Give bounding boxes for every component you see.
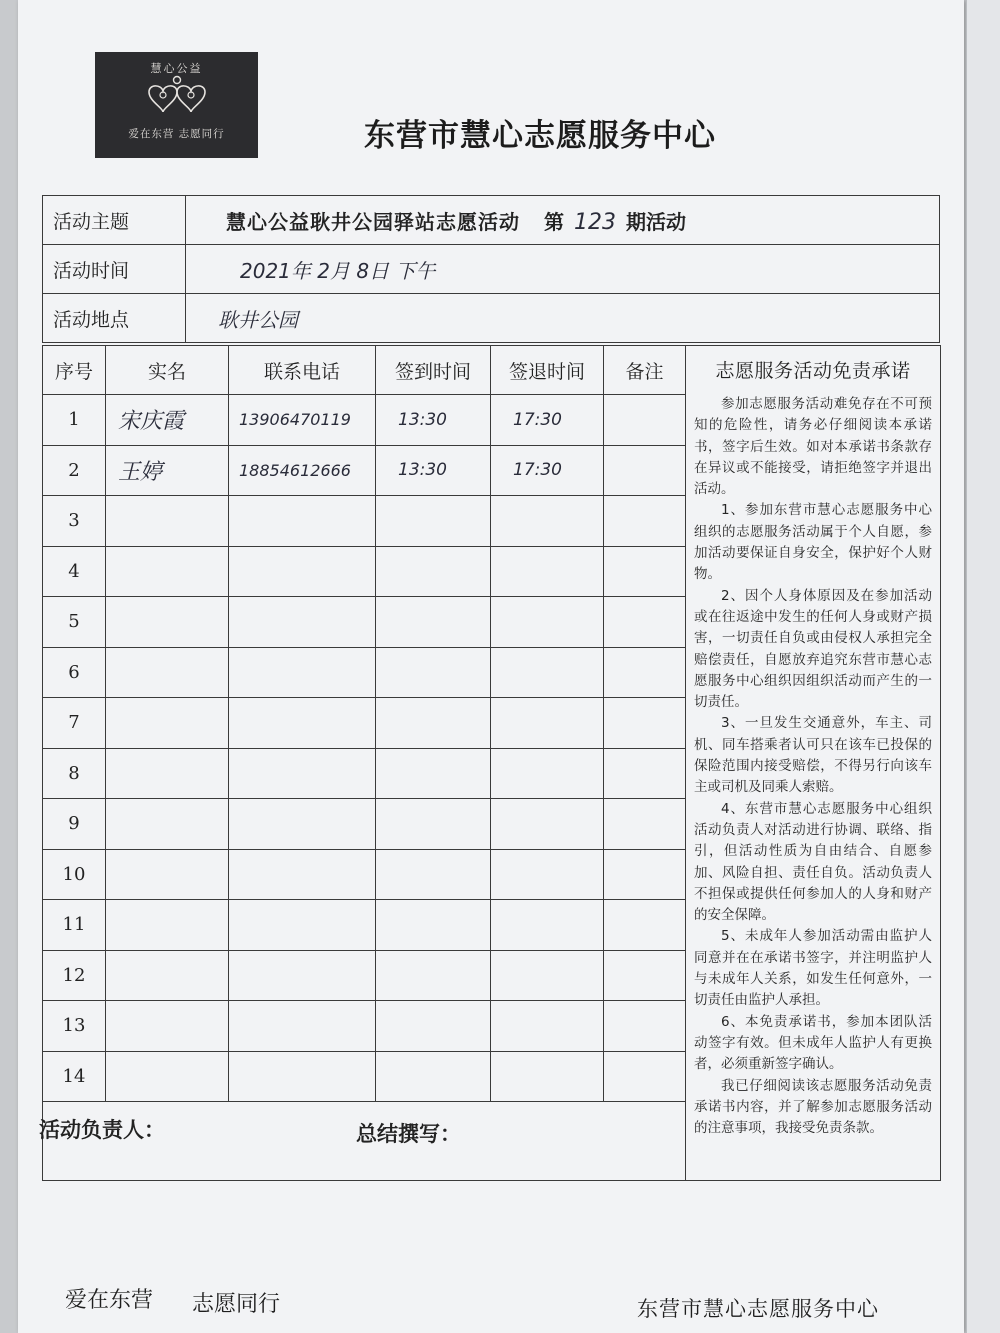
- table-header-row: [43, 346, 941, 395]
- phone-number-cell: [229, 799, 376, 850]
- phone-number-cell: [229, 1051, 376, 1102]
- sign-out-time-cell: [491, 799, 604, 850]
- real-name-cell: [106, 647, 229, 698]
- remark-cell: [604, 546, 686, 597]
- place-row: [43, 294, 940, 343]
- sign-in-time-cell: [376, 849, 491, 900]
- sign-out-time-cell: [491, 597, 604, 648]
- real-name-cell: [106, 900, 229, 951]
- sign-in-time-cell: [376, 597, 491, 648]
- phone-number-cell: [229, 496, 376, 547]
- real-name-cell: [106, 849, 229, 900]
- remark-cell: [604, 799, 686, 850]
- sign-in-time-cell: [376, 1051, 491, 1102]
- sign-out-time-cell: 17:30: [491, 395, 604, 446]
- remark-cell: [604, 900, 686, 951]
- remark-cell: [604, 647, 686, 698]
- remark-cell: [604, 950, 686, 1001]
- disclaimer-paragraph: 5、未成年人参加活动需由监护人同意并在在承诺书签字，并注明监护人与未成年人关系，如发生任何意外，一切责任由监护人承担。: [694, 928, 932, 1009]
- real-name-cell: [106, 1051, 229, 1102]
- phone-number-cell: [229, 647, 376, 698]
- row-number-cell: 11: [43, 900, 106, 951]
- phone-number-cell: [229, 900, 376, 951]
- disclaimer-title: 志愿服务活动免责承诺: [715, 360, 911, 382]
- sign-out-time-cell: 17:30: [491, 445, 604, 496]
- row-number-cell: 8: [43, 748, 106, 799]
- remark-cell: [604, 496, 686, 547]
- disclaimer-paragraph: 6、本免责承诺书，参加本团队活动签字有效。但未成年人监护人有更换者，必须重新签字确认。: [694, 1013, 932, 1073]
- phone-number-cell: [229, 849, 376, 900]
- phone-number-cell: [229, 950, 376, 1001]
- sign-in-time-cell: [376, 950, 491, 1001]
- column-header-name: 实名: [106, 346, 229, 395]
- row-number-cell: 12: [43, 950, 106, 1001]
- sign-in-time-cell: [376, 647, 491, 698]
- sign-in-table: [39, 345, 941, 1181]
- sign-out-time-cell: [491, 950, 604, 1001]
- sign-in-time-cell: [376, 496, 491, 547]
- disclaimer-panel: [686, 346, 941, 1181]
- real-name-cell: 宋庆霞: [106, 395, 229, 446]
- real-name-cell: [106, 748, 229, 799]
- disclaimer-paragraph: 4、东营市慧心志愿服务中心组织活动负责人对活动进行协调、联络、指引，但活动性质为自由结合、自愿参加、风险自担、责任自负。活动负责人不担保或提供任何参加人的人身和财产的安全保障。: [694, 800, 932, 924]
- row-number-cell: 3: [43, 496, 106, 547]
- row-number-cell: 5: [43, 597, 106, 648]
- row-number-cell: 7: [43, 698, 106, 749]
- time-row: [43, 245, 940, 294]
- place-value: 耿井公园: [186, 294, 940, 343]
- theme-label: 活动主题: [43, 196, 186, 245]
- hearts-logo-icon: [141, 74, 213, 118]
- row-number-cell: 2: [43, 445, 106, 496]
- phone-number-cell: [229, 597, 376, 648]
- real-name-cell: [106, 597, 229, 648]
- theme-row: [43, 196, 940, 245]
- sign-out-time-cell: [491, 496, 604, 547]
- time-label: 活动时间: [43, 245, 186, 294]
- row-number-cell: 9: [43, 799, 106, 850]
- sign-out-time-cell: [491, 849, 604, 900]
- phone-number-cell: 18854612666: [229, 445, 376, 496]
- sign-out-time-cell: [491, 647, 604, 698]
- sign-out-time-cell: [491, 1001, 604, 1052]
- phone-number-cell: [229, 698, 376, 749]
- remark-cell: [604, 849, 686, 900]
- real-name-cell: [106, 546, 229, 597]
- logo: [95, 52, 258, 158]
- sign-in-time-cell: [376, 900, 491, 951]
- sign-out-time-cell: [491, 698, 604, 749]
- real-name-cell: [106, 698, 229, 749]
- disclaimer-paragraph: 2、因个人身体原因及在参加活动或在往返途中发生的任何人身或财产损害，一切责任自负或由侵权人承担完全赔偿责任，自愿放弃追究东营市慧心志愿服务中心组织因组织活动而产生的一切责任。: [694, 587, 932, 711]
- leader-label: 活动负责人：: [39, 1118, 165, 1142]
- real-name-cell: [106, 1001, 229, 1052]
- sign-in-time-cell: 13:30: [376, 395, 491, 446]
- row-number-cell: 14: [43, 1051, 106, 1102]
- sign-in-time-cell: [376, 748, 491, 799]
- sign-in-time-cell: [376, 698, 491, 749]
- disclaimer-paragraph: 1、参加东营市慧心志愿服务中心组织的志愿服务活动属于个人自愿，参加活动要保证自身安全，保护好个人财物。: [694, 502, 932, 583]
- row-number-cell: 10: [43, 849, 106, 900]
- place-label: 活动地点: [43, 294, 186, 343]
- column-header-sign-out: 签退时间: [491, 346, 604, 395]
- sign-out-time-cell: [491, 1051, 604, 1102]
- column-header-sign-in: 签到时间: [376, 346, 491, 395]
- phone-number-cell: [229, 1001, 376, 1052]
- sign-in-time-cell: [376, 546, 491, 597]
- disclaimer-paragraph: 参加志愿服务活动难免存在不可预知的危险性，请务必仔细阅读本承诺书，签字后生效。如对本承诺书条款存在异议或不能接受，请拒绝签字并退出活动。: [694, 396, 932, 498]
- signature-cell: [39, 1102, 686, 1181]
- real-name-cell: [106, 950, 229, 1001]
- remark-cell: [604, 698, 686, 749]
- row-number-cell: 6: [43, 647, 106, 698]
- row-number-cell: 13: [43, 1001, 106, 1052]
- sign-in-time-cell: [376, 1001, 491, 1052]
- column-header-number: 序号: [43, 346, 106, 395]
- sign-in-time-cell: [376, 799, 491, 850]
- logo-slogan: 爱在东营 志愿同行: [128, 128, 225, 140]
- theme-value: [186, 196, 940, 245]
- disclaimer-paragraph: 3、一旦发生交通意外，车主、司机、同车搭乘者认可只在该车已投保的保险范围内接受赔偿，不得另行向该车主或司机及同乘人索赔。: [694, 715, 932, 796]
- real-name-cell: [106, 799, 229, 850]
- page-title: 东营市慧心志愿服务中心: [364, 118, 716, 154]
- footer-organization: 东营市慧心志愿服务中心: [637, 1297, 879, 1321]
- footer-slogan-right: 志愿同行: [192, 1292, 281, 1317]
- remark-cell: [604, 1001, 686, 1052]
- phone-number-cell: [229, 546, 376, 597]
- underlying-sheet-edge: [966, 0, 1000, 1333]
- summary-label: 总结撰写：: [356, 1122, 461, 1146]
- time-value: 2021年 2月 8日 下午: [186, 245, 940, 294]
- logo-title: 慧心公益: [150, 62, 203, 75]
- row-number-cell: 4: [43, 546, 106, 597]
- disclaimer-paragraph: 我已仔细阅读该志愿服务活动免责承诺书内容，并了解参加志愿服务活动的注意事项，我接受免责条款。: [694, 1077, 932, 1137]
- sign-in-time-cell: 13:30: [376, 445, 491, 496]
- issue-number: 123: [574, 209, 616, 235]
- theme-text: 慧心公益耿井公园驿站志愿活动: [226, 209, 520, 234]
- real-name-cell: [106, 496, 229, 547]
- column-header-remark: 备注: [604, 346, 686, 395]
- remark-cell: [604, 1051, 686, 1102]
- row-number-cell: 1: [43, 395, 106, 446]
- remark-cell: [604, 597, 686, 648]
- remark-cell: [604, 445, 686, 496]
- footer-slogan-left: 爱在东营: [65, 1288, 154, 1313]
- issue-suffix: 期活动: [626, 209, 686, 234]
- phone-number-cell: [229, 748, 376, 799]
- sign-out-time-cell: [491, 546, 604, 597]
- sign-out-time-cell: [491, 748, 604, 799]
- real-name-cell: 王婷: [106, 445, 229, 496]
- column-header-phone: 联系电话: [229, 346, 376, 395]
- phone-number-cell: 13906470119: [229, 395, 376, 446]
- activity-info-table: [42, 195, 940, 343]
- sign-out-time-cell: [491, 900, 604, 951]
- remark-cell: [604, 748, 686, 799]
- issue-prefix: 第: [544, 209, 564, 234]
- remark-cell: [604, 395, 686, 446]
